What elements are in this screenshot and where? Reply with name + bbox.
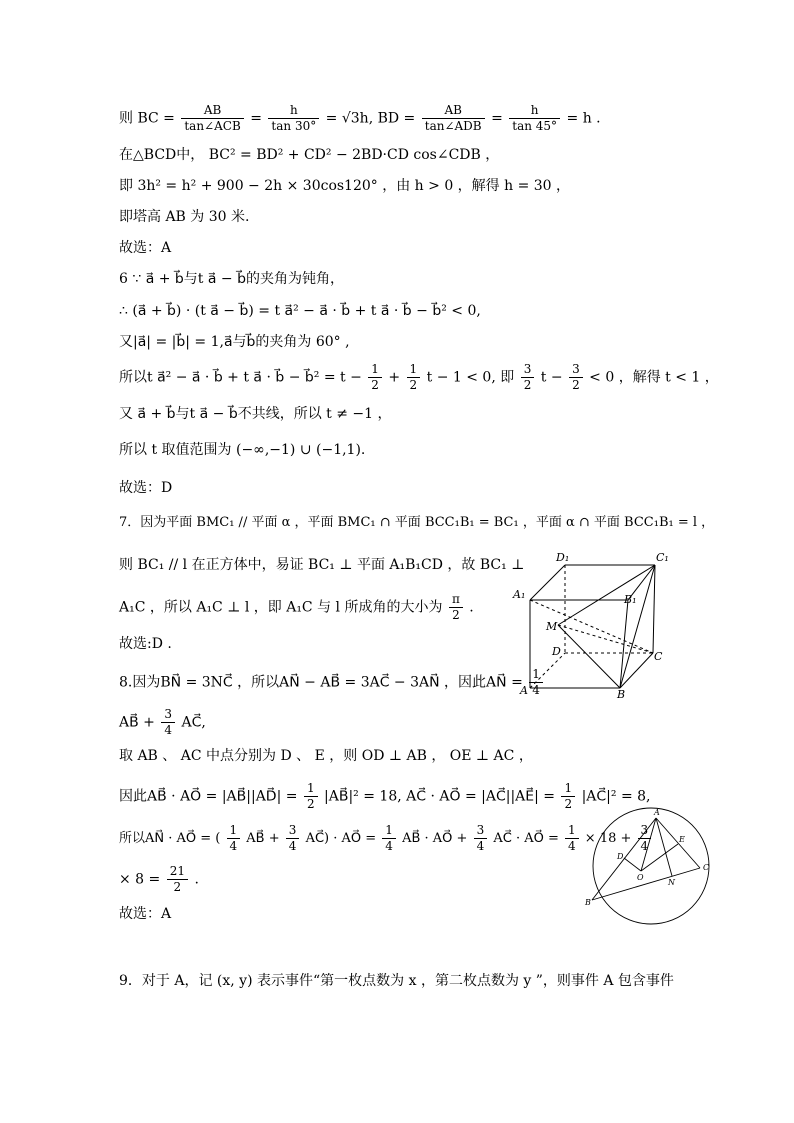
denominator: tan∠ACB xyxy=(184,119,241,133)
fraction xyxy=(449,592,463,623)
text: 因此AB⃗ · AO⃗ = |AB⃗||AD⃗| = xyxy=(119,788,298,805)
numerator: 3 xyxy=(521,362,535,378)
text: = xyxy=(491,110,503,127)
denominator: 4 xyxy=(288,839,297,853)
fraction xyxy=(227,823,241,854)
denominator: 4 xyxy=(385,839,393,853)
edge-c1-c xyxy=(653,565,655,653)
label-a: A xyxy=(520,684,528,697)
line-q7-angle xyxy=(119,592,474,623)
cube-figure xyxy=(510,545,675,700)
line-q8-an-ao xyxy=(119,823,653,854)
line-answer-6: 故选：D xyxy=(119,480,173,496)
seg-a-b xyxy=(592,818,656,900)
numerator: AB xyxy=(181,103,243,119)
line-q6-not-collinear: 又 a⃗ + b⃗与t a⃗ − b⃗不共线，所以 t ≠ −1 ， xyxy=(119,406,392,422)
line-q6-dot: ∴ (a⃗ + b⃗) · (t a⃗ − b⃗) = t a⃗² − a⃗ · b⃗ + t a⃗ · b⃗ − b⃗² < 0, xyxy=(119,303,481,319)
numerator: 3 xyxy=(638,823,652,839)
fraction xyxy=(407,362,421,393)
label-m: M xyxy=(546,620,558,633)
label-a: A xyxy=(654,808,660,817)
numerator: 1 xyxy=(565,823,579,839)
fraction xyxy=(569,362,583,393)
text: = h . xyxy=(566,110,601,127)
text: t − 1 < 0, 即 xyxy=(426,369,515,386)
label-o: O xyxy=(637,873,644,882)
line-q8-bn xyxy=(119,667,545,698)
text: AC⃗) · AO⃗ = xyxy=(305,831,377,846)
line-answer-8: 故选：A xyxy=(119,906,172,922)
denominator: 2 xyxy=(564,797,573,811)
line-q7-planes: 7．因为平面 BMC₁ // 平面 α ，平面 BMC₁ ∩ 平面 BCC₁B₁ = BC₁ ，平面 α ∩ 平面 BCC₁B₁ = l ， xyxy=(119,515,715,530)
seg-b-c xyxy=(592,868,700,900)
denominator: 2 xyxy=(452,608,460,622)
denominator: 4 xyxy=(164,723,172,737)
numerator: 1 xyxy=(368,362,382,378)
denominator: tan 45° xyxy=(512,119,558,133)
fraction xyxy=(268,103,319,134)
fraction xyxy=(561,781,575,812)
denominator: 4 xyxy=(640,839,649,853)
numerator: 1 xyxy=(407,362,421,378)
line-bc-bd xyxy=(119,103,601,134)
fraction xyxy=(422,103,485,134)
text: 所以t a⃗² − a⃗ · b⃗ + t a⃗ · b⃗ − b⃗² = t − xyxy=(119,369,362,386)
text: t − xyxy=(540,369,563,386)
label-n: N xyxy=(668,878,675,887)
fraction xyxy=(382,823,396,854)
fraction xyxy=(368,362,382,393)
hidden-a-d xyxy=(530,653,565,688)
text: 所以AN⃗ · AO⃗ = ( xyxy=(119,831,221,846)
denominator: 2 xyxy=(173,880,182,894)
denominator: 4 xyxy=(532,683,540,697)
fraction xyxy=(167,864,188,895)
numerator: 3 xyxy=(286,823,300,839)
numerator: 3 xyxy=(474,823,488,839)
text: × 8 = xyxy=(119,871,161,888)
fraction xyxy=(286,823,300,854)
fraction xyxy=(304,781,318,812)
numerator: π xyxy=(449,592,463,608)
denominator: 4 xyxy=(568,839,576,853)
denominator: 2 xyxy=(409,378,418,392)
label-b: B xyxy=(617,688,626,700)
line-q6-range: 所以 t 取值范围为 (−∞,−1) ∪ (−1,1). xyxy=(119,442,366,458)
label-d: D xyxy=(552,645,561,658)
fraction xyxy=(565,823,579,854)
line-q8-midpoints: 取 AB 、 AC 中点分别为 D 、 E ，则 OD ⊥ AB ， OE ⊥ AC ， xyxy=(119,748,533,764)
numerator: 1 xyxy=(561,781,575,797)
text: × 18 + xyxy=(584,831,632,846)
numerator: AB xyxy=(422,103,485,119)
numerator: 3 xyxy=(161,707,175,723)
numerator: 3 xyxy=(569,362,583,378)
label-c: C xyxy=(654,650,663,663)
fraction xyxy=(521,362,535,393)
label-d: D xyxy=(617,852,624,861)
text: |AB⃗|² = 18, AC⃗ · AO⃗ = |AC⃗||AE⃗| = xyxy=(324,788,556,805)
line-q6-inequality xyxy=(119,362,719,393)
text: = √3h, BD = xyxy=(325,110,416,127)
fraction xyxy=(161,707,175,738)
numerator: h xyxy=(509,103,560,119)
fraction xyxy=(474,823,488,854)
line-q9-intro: 9．对于 A，记 (x, y) 表示事件“第一枚点数为 x ，第二枚点数为 y ”，则事件 A 包含事件 xyxy=(119,973,674,989)
denominator: 4 xyxy=(229,839,238,853)
text: + xyxy=(388,369,401,386)
label-c1: C₁ xyxy=(656,551,669,564)
numerator: 1 xyxy=(304,781,318,797)
label-a1: A₁ xyxy=(513,588,526,601)
text: 8.因为BN⃗ = 3NC⃗ ，所以AN⃗ − AB⃗ = 3AC⃗ − 3AN⃗ ，因此AN⃗ = xyxy=(119,674,523,691)
numerator: 1 xyxy=(529,667,543,683)
denominator: 4 xyxy=(476,839,485,853)
line-q6-norms: 又|a⃗| = |b⃗| = 1,a⃗与b⃗的夹角为 60° , xyxy=(119,334,350,350)
text: AC⃗ · AO⃗ = xyxy=(493,831,559,846)
label-b: B xyxy=(585,898,591,907)
line-q8-dot-values xyxy=(119,781,651,812)
line-q8-result xyxy=(119,864,199,895)
denominator: 2 xyxy=(371,378,379,392)
line-answer-7: 故选:D . xyxy=(119,636,172,652)
label-e: E xyxy=(679,835,685,844)
text: < 0 ，解得 t < 1 ， xyxy=(589,369,719,386)
text: A₁C ，所以 A₁C ⊥ l ，即 A₁C 与 l 所成角的大小为 xyxy=(119,599,443,616)
text: AB⃗ + xyxy=(119,714,155,731)
text: . xyxy=(469,599,474,616)
fraction xyxy=(509,103,560,134)
numerator: 21 xyxy=(167,864,188,880)
text: AB⃗ · AO⃗ + xyxy=(402,831,468,846)
numerator: 1 xyxy=(382,823,396,839)
line-answer-5: 故选：A xyxy=(119,240,172,256)
line-q8-an-cont xyxy=(119,707,206,738)
text: 则 BC = xyxy=(119,110,175,127)
edge-a1-d1 xyxy=(530,565,565,600)
text: |AC⃗|² = 8, xyxy=(581,788,651,805)
numerator: 1 xyxy=(227,823,241,839)
label-d1: D₁ xyxy=(556,551,570,564)
circumcircle xyxy=(593,808,709,924)
label-c: C xyxy=(703,863,710,872)
seg-a-o xyxy=(641,818,656,871)
label-b1: B₁ xyxy=(624,593,637,606)
text: = xyxy=(250,110,262,127)
seg-e-o xyxy=(641,844,678,871)
denominator: 2 xyxy=(572,378,580,392)
seg-d-o xyxy=(624,858,641,871)
fraction xyxy=(181,103,243,134)
line-tower-height: 即塔高 AB 为 30 米. xyxy=(119,209,250,225)
text: AC⃗, xyxy=(181,714,206,731)
denominator: 2 xyxy=(306,797,315,811)
denominator: tan∠ADB xyxy=(424,119,482,133)
line-solve-h: 即 3h² = h² + 900 − 2h × 30cos120° ，由 h > 0 ，解得 h = 30 ， xyxy=(119,178,571,194)
circle-figure xyxy=(584,806,714,931)
line-law-of-cosines: 在△BCD中， BC² = BD² + CD² − 2BD·CD cos∠CDB ， xyxy=(119,147,500,163)
numerator: h xyxy=(268,103,319,119)
text: . xyxy=(194,871,199,888)
line-q7-perpendicular: 则 BC₁ // l 在正方体中，易证 BC₁ ⊥ 平面 A₁B₁CD ，故 BC₁ ⊥ xyxy=(119,557,525,573)
line-q6-premise: 6 ∵ a⃗ + b⃗与t a⃗ − b⃗的夹角为钝角， xyxy=(119,271,344,287)
text: AB⃗ + xyxy=(246,831,280,846)
denominator: 2 xyxy=(523,378,532,392)
denominator: tan 30° xyxy=(271,119,317,133)
